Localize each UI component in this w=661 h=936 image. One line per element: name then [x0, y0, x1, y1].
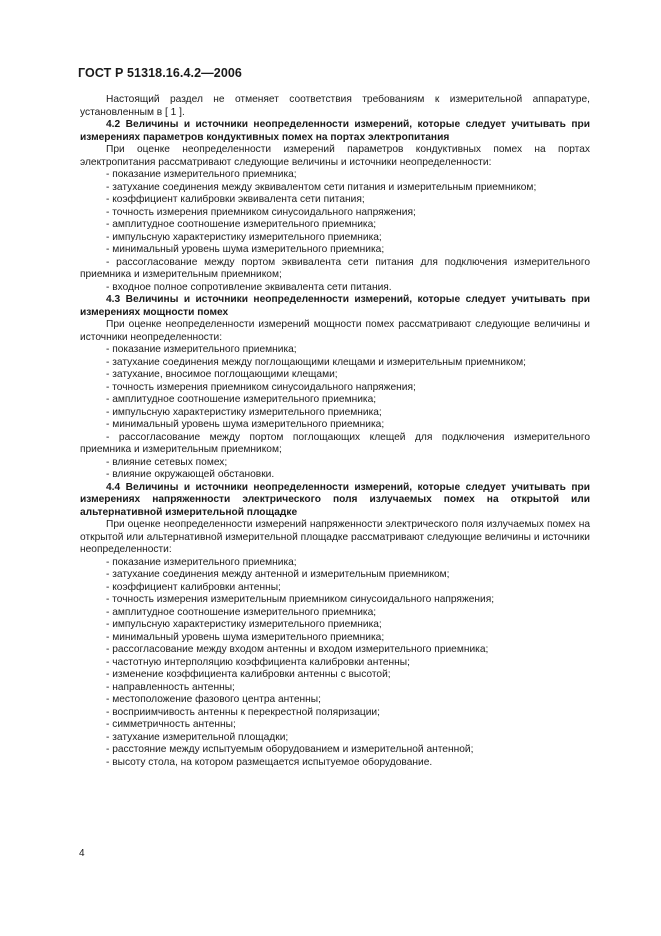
list-item: - затухание соединения между антенной и измерительным приемником;: [106, 569, 450, 580]
list-item: - минимальный уровень шума измерительного приемника;: [106, 631, 385, 643]
list-item: - минимальный уровень шума измерительного приемника;: [106, 419, 385, 430]
list-item: - минимальный уровень шума измерительного приемника;: [106, 244, 385, 255]
list-item: - показание измерительного приемника;: [106, 556, 297, 568]
list-item: - входное полное сопротивление эквивалента сети питания.: [106, 281, 392, 293]
list-item: - точность измерения приемником синусоидального напряжения;: [106, 381, 416, 393]
intro-paragraph: Настоящий раздел не отменяет соответствия требованиям к измерительной аппаратуре, установленным в [ 1 ].: [80, 94, 590, 118]
section-heading-4-3: 4.3 Величины и источники неопределенности измерений, которые следует учитывать при измерениях мощности помех: [80, 294, 590, 318]
list-item: - показание измерительного приемника;: [106, 169, 297, 180]
list-item: - импульсную характеристику измерительного приемника;: [106, 619, 382, 630]
list-item: - импульсную характеристику измерительного приемника;: [106, 406, 382, 418]
document-body: [80, 94, 590, 769]
section-text-4-3: При оценке неопределенности измерений мощности помех рассматривают следующие величины и источники неопределенности:: [80, 319, 590, 343]
section-text-4-2: При оценке неопределенности измерений параметров кондуктивных помех на портах электропитания рассматривают следующие величины и источники неопределенности:: [80, 144, 590, 168]
list-item: - расстояние между испытуемым оборудованием и измерительной антенной;: [106, 744, 474, 755]
list-item: - амплитудное соотношение измерительного приемника;: [106, 394, 377, 405]
section-text-4-4: При оценке неопределенности измерений напряженности электрического поля излучаемых помех на открытой или альтернативной измерительной площадке рассматривают следующие величины и источники неопределенности:: [80, 519, 590, 555]
list-item: - точность измерения измерительным приемником синусоидального напряжения;: [106, 594, 495, 605]
list-item: - импульсную характеристику измерительного приемника;: [106, 231, 382, 243]
page-number: 4: [79, 848, 85, 859]
list-item: - влияние сетевых помех;: [106, 456, 228, 468]
list-item: - симметричность антенны;: [106, 719, 236, 730]
list-item: - местоположение фазового центра антенны;: [106, 694, 321, 705]
list-item: - влияние окружающей обстановки.: [106, 469, 275, 480]
list-item: - рассогласование между входом антенны и входом измерительного приемника;: [106, 644, 489, 655]
list-item: - рассогласование между портом поглощающих клещей для подключения измерительного приемника и измерительным приемником;: [80, 431, 590, 455]
list-item: - точность измерения приемником синусоидального напряжения;: [106, 206, 416, 218]
list-item: - затухание измерительной площадки;: [106, 731, 289, 743]
list-item: - высоту стола, на котором размещается испытуемое оборудование.: [106, 756, 433, 768]
list-item: - коэффициент калибровки эквивалента сети питания;: [106, 194, 365, 205]
list-item: - амплитудное соотношение измерительного приемника;: [106, 606, 377, 618]
list-item: - изменение коэффициента калибровки антенны с высотой;: [106, 669, 391, 680]
list-item: - направленность антенны;: [106, 681, 235, 693]
list-item: - частотную интерполяцию коэффициента калибровки антенны;: [106, 656, 410, 668]
list-item: - амплитудное соотношение измерительного приемника;: [106, 219, 377, 230]
list-item: - рассогласование между портом эквивалента сети питания для подключения измерительного приемника и измерительным приемником;: [80, 256, 590, 280]
list-item: - показание измерительного приемника;: [106, 344, 297, 355]
list-item: - затухание соединения между поглощающими клещами и измерительным приемником;: [106, 356, 527, 368]
section-heading-4-2: 4.2 Величины и источники неопределенности измерений, которые следует учитывать при измерениях параметров кондуктивных помех на портах электропитания: [80, 119, 590, 143]
list-item: - затухание соединения между эквивалентом сети питания и измерительным приемником;: [106, 181, 537, 193]
list-item: - восприимчивость антенны к перекрестной поляризации;: [106, 706, 380, 718]
section-heading-4-4: 4.4 Величины и источники неопределенности измерений, которые следует учитывать при измерениях напряженности электрического поля излучаемых помех на открытой или альтернативной измерительной площадке: [80, 481, 590, 518]
list-item: - затухание, вносимое поглощающими клещами;: [106, 369, 338, 380]
list-item: - коэффициент калибровки антенны;: [106, 581, 281, 593]
document-header: ГОСТ Р 51318.16.4.2—2006: [78, 66, 242, 80]
